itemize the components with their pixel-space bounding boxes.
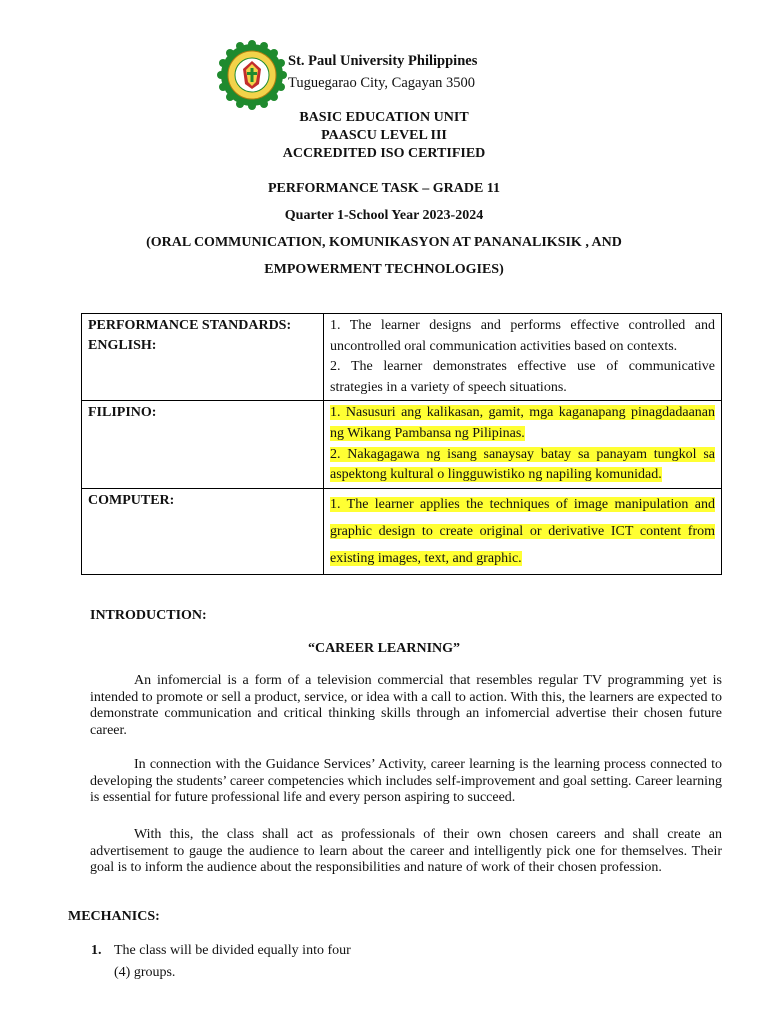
quarter-line: Quarter 1-School Year 2023-2024	[284, 208, 484, 223]
english-label-cell	[82, 314, 324, 401]
english-desc-cell	[324, 314, 722, 401]
table-row	[82, 488, 722, 574]
mechanics-item-1-line-2: (4) groups.	[114, 965, 176, 980]
unit-heading: BASIC EDUCATION UNIT	[299, 110, 469, 125]
university-address: Tuguegarao City, Cagayan 3500	[288, 75, 475, 91]
computer-desc-cell	[324, 488, 722, 574]
mechanics-item-number: 1.	[91, 943, 102, 958]
performance-standards-table	[81, 313, 722, 575]
english-standard-1: 1. The learner designs and performs effective controlled and uncontrolled oral communication activities based on contexts.	[330, 318, 715, 354]
english-label: ENGLISH:	[88, 338, 157, 353]
introduction-title: “CAREER LEARNING”	[307, 641, 461, 656]
subjects-line-1: (ORAL COMMUNICATION, KOMUNIKASYON AT PANANALIKSIK , AND	[146, 235, 622, 250]
introduction-paragraph-1: An infomercial is a form of a television commercial that resembles regular TV programming yet is intended to promote or sell a product, service, or idea with a call to action. With this, the learners are expected to demonstrate communication and critical thinking skills through an infomercial advertise their chosen future career.	[90, 673, 722, 738]
task-title: PERFORMANCE TASK – GRADE 11	[267, 181, 501, 196]
table-row	[82, 401, 722, 488]
university-name: St. Paul University Philippines	[288, 53, 478, 69]
english-standard-2: 2. The learner demonstrates effective use of communicative strategies in a variety of speech situations.	[330, 359, 715, 395]
introduction-heading: INTRODUCTION:	[90, 608, 207, 623]
filipino-standard-2: 2. Nakagagawa ng isang sanaysay batay sa panayam tungkol sa aspektong kultural o lingguwistiko ng napiling komunidad.	[330, 446, 715, 483]
computer-label: COMPUTER:	[82, 488, 324, 574]
paascu-heading: PAASCU LEVEL III	[321, 128, 447, 143]
mechanics-item-1-line-1: The class will be divided equally into four	[114, 943, 351, 958]
computer-standard-1: 1. The learner applies the techniques of image manipulation and graphic design to create original or derivative ICT content from existing images, text, and graphic.	[330, 496, 715, 566]
accreditation-heading: ACCREDITED ISO CERTIFIED	[282, 146, 486, 161]
introduction-paragraph-2: In connection with the Guidance Services’ Activity, career learning is the learning process connected to developing the students’ career competencies which includes self-improvement and goal setting. Career learning is essential for future professional life and every person aspiring to succeed.	[90, 757, 722, 805]
mechanics-heading: MECHANICS:	[68, 909, 160, 924]
introduction-paragraph-3: With this, the class shall act as professionals of their own chosen careers and shall create an advertisement to gauge the audience to learn about the career and intelligently pick one for themselves. Their goal is to inform the audience about the responsibilities and nature of work of their chosen profession.	[90, 827, 722, 875]
university-seal-logo	[217, 40, 287, 110]
filipino-standard-1: 1. Nasusuri ang kalikasan, gamit, mga kaganapang pinagdadaanan ng Wikang Pambansa ng Pilipinas.	[330, 405, 715, 441]
subjects-line-2: EMPOWERMENT TECHNOLOGIES)	[264, 262, 504, 277]
filipino-desc-cell	[324, 401, 722, 488]
table-row	[82, 314, 722, 401]
filipino-label: FILIPINO:	[82, 401, 324, 488]
performance-standards-label: PERFORMANCE STANDARDS:	[88, 318, 292, 333]
